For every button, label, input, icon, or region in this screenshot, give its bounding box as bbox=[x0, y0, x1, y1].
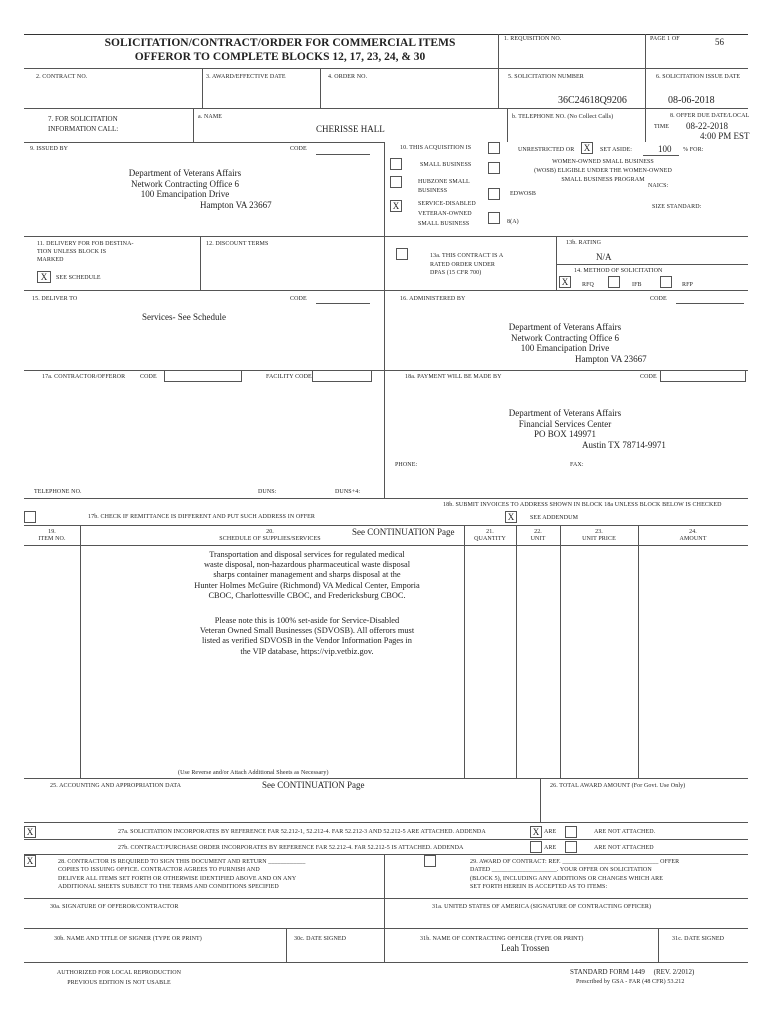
administered-by-address: Department of Veterans Affairs Network Contracting Office 6 100 Emancipation Drive bbox=[508, 322, 622, 353]
col-unit-price: 23. UNIT PRICE bbox=[582, 529, 616, 542]
order-no-label: 4. ORDER NO. bbox=[328, 74, 368, 80]
clause-27a-text: 27a. SOLICITATION INCORPORATES BY REFERENCE FAR 52.212-1, 52.212-4. FAR 52.212-3 AND 52.212-5 ARE ATTACHED. ADDENDA bbox=[118, 829, 486, 835]
payment-code-field[interactable] bbox=[660, 370, 746, 382]
page-label: PAGE 1 OF bbox=[650, 36, 680, 42]
rfq-label: RFQ bbox=[582, 282, 594, 288]
form-prescribed: Prescribed by GSA - FAR (48 CFR) 53.212 bbox=[576, 979, 685, 985]
col-item-no: 19. ITEM NO. bbox=[38, 529, 66, 542]
info-call-label: 7. FOR SOLICITATION INFORMATION CALL: bbox=[48, 115, 119, 133]
payment-address: Department of Veterans Affairs Financial Services Center PO BOX 149971 bbox=[508, 408, 622, 439]
rfp-checkbox[interactable] bbox=[660, 276, 672, 288]
facility-code-label: FACILITY CODE bbox=[266, 374, 312, 380]
page-total: 56 bbox=[715, 37, 724, 47]
ifb-checkbox[interactable] bbox=[608, 276, 620, 288]
discount-terms-label: 12. DISCOUNT TERMS bbox=[206, 241, 269, 247]
facility-code-field[interactable] bbox=[312, 370, 372, 382]
officer-name-label: 31b. NAME OF CONTRACTING OFFICER (TYPE OR PRINT) bbox=[420, 936, 584, 942]
clause-27a-checkbox[interactable]: X bbox=[24, 826, 36, 838]
offer-due-label: 8. OFFER DUE DATE/LOCAL bbox=[670, 113, 750, 119]
solicitation-no-label: 5. SOLICITATION NUMBER bbox=[508, 74, 584, 80]
date-30c-label: 30c. DATE SIGNED bbox=[294, 936, 347, 942]
rated-order-label: 13a. THIS CONTRACT IS A RATED ORDER UNDER DPAS (15 CFR 700) bbox=[430, 253, 504, 276]
schedule-continuation: See CONTINUATION Page bbox=[352, 527, 455, 537]
payment-label: 18a. PAYMENT WILL BE MADE BY bbox=[405, 374, 502, 380]
ifb-label: IFB bbox=[632, 282, 642, 288]
eight-a-checkbox[interactable] bbox=[488, 212, 500, 224]
sdvosb-label: SERVICE-DISABLED VETERAN-OWNED SMALL BUSINESS bbox=[418, 201, 476, 227]
sdvosb-checkbox[interactable]: X bbox=[390, 200, 402, 212]
form-number: STANDARD FORM 1449 (REV. 2/2012) bbox=[570, 968, 695, 976]
edwosb-checkbox[interactable] bbox=[488, 188, 500, 200]
clause-27b-are-not: ARE NOT ATTACHED bbox=[594, 845, 654, 851]
set-aside-percent: 100 bbox=[658, 144, 672, 154]
addendum-label: SEE ADDENDUM bbox=[530, 515, 579, 521]
clause-27b-text: 27b. CONTRACT/PURCHASE ORDER INCORPORATES BY REFERENCE FAR 52.212-4. FAR 52.212-5 IS ATTACHED. ADDENDA bbox=[118, 845, 464, 851]
date-31c-label: 31c. DATE SIGNED bbox=[672, 936, 725, 942]
issued-by-code-label: CODE bbox=[290, 146, 307, 152]
wosb-label: WOMEN-OWNED SMALL BUSINESS (WOSB) ELIGIBLE UNDER THE WOMEN-OWNED SMALL BUSINESS PROGRAM bbox=[534, 159, 672, 183]
size-standard-label: SIZE STANDARD: bbox=[652, 204, 702, 210]
hubzone-checkbox[interactable] bbox=[390, 176, 402, 188]
deliver-to-label: 15. DELIVER TO bbox=[32, 296, 78, 302]
signer-name-label: 30b. NAME AND TITLE OF SIGNER (TYPE OR PRINT) bbox=[54, 936, 202, 942]
small-business-checkbox[interactable] bbox=[390, 158, 402, 170]
unrestricted-label: UNRESTRICTED OR bbox=[518, 147, 575, 153]
duns-label: DUNS: bbox=[258, 489, 277, 495]
clause-27a-are-not-checkbox[interactable] bbox=[565, 826, 577, 838]
form-title bbox=[60, 36, 500, 64]
telephone-label: TELEPHONE NO. bbox=[34, 489, 82, 495]
payment-code-label: CODE bbox=[640, 374, 657, 380]
accounting-label: 25. ACCOUNTING AND APPROPRIATION DATA bbox=[50, 783, 182, 789]
issue-date: 08-06-2018 bbox=[668, 95, 715, 106]
solicitation-number: 36C24618Q9206 bbox=[558, 95, 627, 106]
name-label: a. NAME bbox=[198, 114, 223, 120]
schedule-set-aside-note: Please note this is 100% set-aside for Service-Disabled Veteran Owned Small Businesses (SDVOSB). All offerors must listed as verified SDVOSB in the Vendor Information Pages in the VIP database, https://vip.vetbiz.gov. bbox=[199, 616, 415, 656]
acquisition-label: 10. THIS ACQUISITION IS bbox=[400, 145, 472, 151]
clause-27a-are-not: ARE NOT ATTACHED. bbox=[594, 829, 656, 835]
clause-28-checkbox[interactable]: X bbox=[24, 855, 36, 867]
form-title-line2: OFFEROR TO COMPLETE BLOCKS 12, 17, 23, 24, & 30 bbox=[134, 51, 426, 63]
edwosb-label: EDWOSB bbox=[510, 191, 536, 197]
unrestricted-checkbox[interactable]: X bbox=[581, 142, 593, 154]
col-unit: 22. UNIT bbox=[530, 529, 546, 542]
offer-due-time: 4:00 PM EST bbox=[700, 131, 750, 141]
rfp-label: RFP bbox=[682, 282, 693, 288]
administered-by-city: Hampton VA 23667 bbox=[575, 354, 647, 364]
rating-value: N/A bbox=[596, 252, 612, 262]
administered-by-code-label: CODE bbox=[650, 296, 667, 302]
deliver-to-code-label: CODE bbox=[290, 296, 307, 302]
col-schedule: 20. SCHEDULE OF SUPPLIES/SERVICES bbox=[219, 529, 321, 542]
clause-29-text: 29. AWARD OF CONTRACT: REF. _______________________________ OFFER DATED _____________________. YOUR OFFER ON SOLICITATION (BLOCK 5), INCLUDING ANY ADDITIONS OR CHANGES WHICH ARE SET FORTH HEREIN IS ACCEPTED AS TO ITEMS: bbox=[470, 859, 680, 890]
payment-fax-label: FAX: bbox=[570, 462, 584, 468]
addendum-checkbox[interactable]: X bbox=[505, 511, 517, 523]
rated-order-checkbox[interactable] bbox=[396, 248, 408, 260]
contractor-code-field[interactable] bbox=[164, 370, 242, 382]
small-business-label: SMALL BUSINESS bbox=[420, 162, 472, 168]
duns4-label: DUNS+4: bbox=[335, 489, 361, 495]
col-quantity: 21. QUANTITY bbox=[474, 529, 506, 542]
col-amount: 24. AMOUNT bbox=[679, 529, 707, 542]
payment-phone-label: PHONE: bbox=[395, 462, 418, 468]
phone-label: b. TELEPHONE NO. (No Collect Calls) bbox=[512, 114, 614, 120]
see-schedule-checkbox[interactable]: X bbox=[37, 271, 51, 283]
hubzone-label: HUBZONE SMALL BUSINESS bbox=[418, 179, 470, 194]
clause-29-checkbox[interactable] bbox=[424, 855, 436, 867]
total-award-label: 26. TOTAL AWARD AMOUNT (For Govt. Use Only) bbox=[550, 783, 686, 789]
clause-27b-are-checkbox[interactable] bbox=[530, 841, 542, 853]
contracting-officer-name: Leah Trossen bbox=[501, 943, 550, 953]
schedule-description: Transportation and disposal services for regulated medical waste disposal, non-hazardous pharmaceutical waste disposal sharps container management and sharps disposal at the Hunter Holmes McGuire (Richmond) VA Medical Center, Emporia CBOC, Charlottesville CBOC, and Fredericksburg CBOC. bbox=[194, 550, 420, 600]
issued-by-label: 9. ISSUED BY bbox=[30, 146, 69, 152]
contractor-label: 17a. CONTRACTOR/OFFEROR bbox=[42, 374, 126, 380]
clause-27b-are: ARE bbox=[544, 845, 557, 851]
naics-label: NAICS: bbox=[648, 183, 669, 189]
rfq-checkbox[interactable]: X bbox=[559, 276, 571, 288]
percent-for-label: % FOR: bbox=[683, 147, 704, 153]
payment-city: Austin TX 78714-9971 bbox=[582, 440, 666, 450]
issued-by-address: Department of Veterans Affairs Network Contracting Office 6 100 Emancipation Drive bbox=[128, 168, 242, 199]
method-label: 14. METHOD OF SOLICITATION bbox=[574, 268, 663, 274]
offer-due-date: 08-22-2018 bbox=[686, 121, 728, 131]
issue-date-label: 6. SOLICITATION ISSUE DATE bbox=[656, 74, 741, 80]
set-aside-label: SET ASIDE: bbox=[600, 147, 633, 153]
eight-a-label: 8(A) bbox=[507, 219, 519, 225]
clause-28-text: 28. CONTRACTOR IS REQUIRED TO SIGN THIS DOCUMENT AND RETURN ____________ COPIES TO ISSUING OFFICE. CONTRACTOR AGREES TO FURNISH AND DELIVER ALL ITEMS SET FORTH OR OTHERWISE IDENTIFIED ABOVE AND ON ANY ADDITIONAL SHEETS SUBJECT TO THE TERMS AND CONDITIONS SPECIFIED bbox=[58, 859, 306, 890]
remit-label: 17b. CHECK IF REMITTANCE IS DIFFERENT AND PUT SUCH ADDRESS IN OFFER bbox=[88, 514, 316, 520]
contract-no-label: 2. CONTRACT NO. bbox=[36, 74, 88, 80]
clause-27b-are-not-checkbox[interactable] bbox=[565, 841, 577, 853]
deliver-to-text: Services- See Schedule bbox=[142, 312, 226, 322]
form-title-line1: SOLICITATION/CONTRACT/ORDER FOR COMMERCIAL ITEMS bbox=[104, 37, 456, 49]
clause-27a-are: ARE bbox=[544, 829, 557, 835]
invoice-label: 18b. SUBMIT INVOICES TO ADDRESS SHOWN IN BLOCK 18a UNLESS BLOCK BELOW IS CHECKED bbox=[443, 502, 722, 508]
award-date-label: 3. AWARD/EFFECTIVE DATE bbox=[206, 74, 286, 80]
reverse-note: (Use Reverse and/or Attach Additional Sheets as Necessary) bbox=[178, 770, 329, 776]
contractor-code-label: CODE bbox=[140, 374, 157, 380]
administered-by-label: 16. ADMINISTERED BY bbox=[400, 296, 466, 302]
signature-30a-label: 30a. SIGNATURE OF OFFEROR/CONTRACTOR bbox=[50, 904, 179, 910]
accounting-continuation: See CONTINUATION Page bbox=[262, 780, 365, 790]
footer-reproduction-note: AUTHORIZED FOR LOCAL REPRODUCTION PREVIOUS EDITION IS NOT USABLE bbox=[56, 970, 182, 986]
issued-by-city: Hampton VA 23667 bbox=[200, 200, 272, 210]
contact-name: CHERISSE HALL bbox=[316, 124, 385, 134]
acq-checkbox[interactable] bbox=[488, 142, 500, 154]
signature-31a-label: 31a. UNITED STATES OF AMERICA (SIGNATURE OF CONTRACTING OFFICER) bbox=[432, 904, 652, 910]
wosb-checkbox[interactable] bbox=[488, 162, 500, 174]
requisition-label: 1. REQUISITION NO. bbox=[504, 36, 562, 42]
clause-27a-are-checkbox[interactable]: X bbox=[530, 826, 542, 838]
rating-label: 13b. RATING bbox=[566, 240, 602, 246]
delivery-label: 11. DELIVERY FOR FOB DESTINA- TION UNLESS BLOCK IS MARKED bbox=[37, 241, 134, 263]
see-schedule-label: SEE SCHEDULE bbox=[56, 275, 101, 281]
time-label: TIME bbox=[654, 124, 670, 130]
remit-checkbox[interactable] bbox=[24, 511, 36, 523]
